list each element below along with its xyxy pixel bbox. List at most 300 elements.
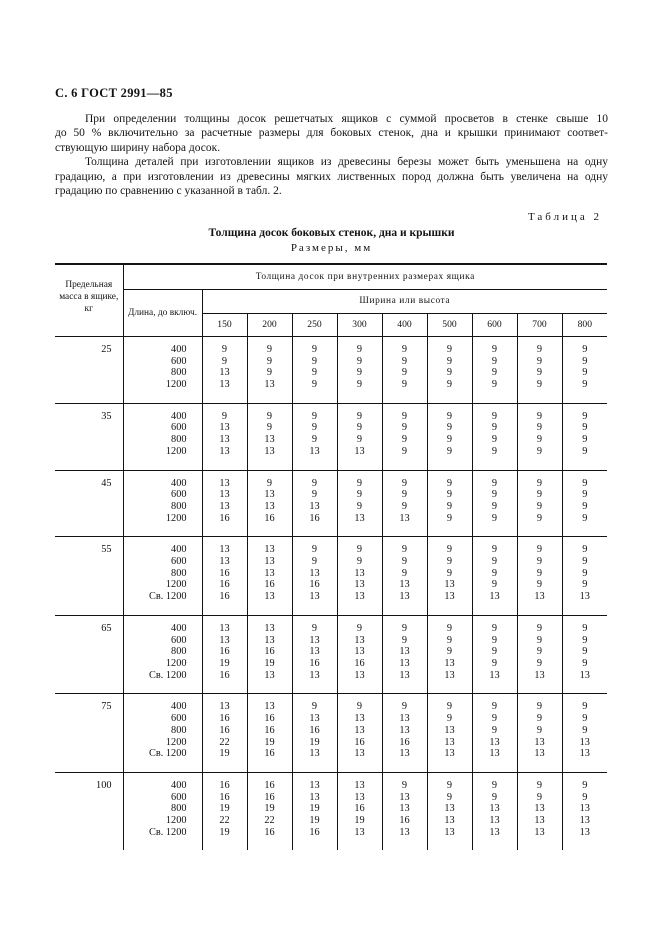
- thickness-value: 16: [219, 591, 230, 603]
- thickness-values: [247, 615, 292, 694]
- thickness-value: 13: [399, 713, 410, 725]
- thickness-value: 13: [399, 724, 410, 736]
- length-value: 1200: [165, 658, 187, 669]
- thickness-value: 16: [219, 646, 230, 658]
- thickness-value: 19: [264, 658, 275, 669]
- thickness-value: 9: [446, 779, 453, 791]
- thickness-value: 9: [582, 544, 588, 556]
- thickness-value: 9: [446, 567, 453, 579]
- thickness-value: 13: [309, 779, 320, 791]
- thickness-value: 13: [399, 669, 410, 681]
- length-value: 600: [171, 422, 187, 434]
- thickness-value: 13: [534, 826, 545, 838]
- thickness-value: 13: [399, 748, 410, 760]
- thickness-values: [292, 537, 337, 616]
- thickness-value: 9: [311, 343, 318, 355]
- thickness-values: [337, 694, 382, 773]
- thickness-value: 9: [582, 556, 588, 568]
- size-column-header: 600: [472, 313, 517, 336]
- size-column-header: 150: [202, 313, 247, 336]
- thickness-value: 13: [219, 701, 230, 713]
- length-value: Св. 1200: [149, 669, 187, 681]
- thickness-value: 9: [356, 367, 363, 379]
- thickness-value: 13: [489, 591, 500, 603]
- paragraph-line: Толщина деталей при изготовлении ящиков из древесины березы может быть уменьшена на одну: [85, 156, 608, 169]
- thickness-value: 9: [266, 367, 273, 379]
- mass-group-row: [55, 694, 607, 773]
- thickness-value: 13: [354, 826, 365, 838]
- thickness-value: 9: [491, 343, 498, 355]
- thickness-value: 9: [582, 622, 588, 634]
- thickness-value: 9: [536, 355, 543, 367]
- thickness-value: 13: [444, 658, 455, 669]
- thickness-value: 9: [401, 367, 408, 379]
- thickness-value: 9: [401, 410, 408, 422]
- thickness-values: [472, 537, 517, 616]
- thickness-value: 9: [356, 379, 363, 391]
- thickness-value: 9: [401, 634, 408, 646]
- thickness-value: 9: [491, 567, 498, 579]
- thickness-value: 9: [536, 779, 543, 791]
- thickness-value: 13: [399, 658, 410, 669]
- mass-group-row: [55, 336, 607, 403]
- thickness-values: [202, 403, 247, 470]
- body-text: [55, 112, 608, 198]
- table-body: [55, 336, 607, 850]
- thickness-value: 9: [491, 489, 498, 501]
- paragraph-line: ствующую ширину набора досок.: [55, 141, 221, 154]
- thickness-values: [202, 336, 247, 403]
- thickness-value: 9: [266, 343, 273, 355]
- thickness-values: [472, 615, 517, 694]
- thickness-value: 13: [354, 512, 365, 524]
- thickness-values: [427, 772, 472, 850]
- thickness-value: 22: [264, 815, 275, 827]
- thickness-value: 9: [536, 713, 543, 725]
- thickness-values: [517, 336, 562, 403]
- thickness-values: [202, 615, 247, 694]
- thickness-value: 9: [311, 701, 318, 713]
- length-value: 800: [171, 803, 187, 815]
- thickness-value: 13: [489, 669, 500, 681]
- length-value: 400: [171, 343, 187, 355]
- thickness-value: 13: [444, 724, 455, 736]
- thickness-value: 16: [264, 512, 275, 524]
- thickness-value: 16: [264, 779, 275, 791]
- thickness-value: 9: [266, 355, 273, 367]
- mass-group-row: [55, 772, 607, 850]
- thickness-value: 13: [399, 512, 410, 524]
- thickness-value: 9: [491, 634, 498, 646]
- thickness-value: 19: [264, 803, 275, 815]
- thickness-value: 13: [309, 634, 320, 646]
- length-value: 1200: [165, 379, 187, 391]
- thickness-value: 9: [582, 410, 588, 422]
- thickness-value: 9: [536, 634, 543, 646]
- length-value: 1200: [165, 736, 187, 748]
- thickness-value: 13: [309, 748, 320, 760]
- thickness-value: 13: [264, 634, 275, 646]
- thickness-value: 13: [579, 736, 590, 748]
- thickness-value: 16: [309, 579, 320, 591]
- thickness-value: 9: [536, 646, 543, 658]
- thickness-value: 9: [582, 355, 588, 367]
- thickness-value: 9: [582, 512, 588, 524]
- length-value: 1200: [165, 815, 187, 827]
- length-values: [123, 470, 202, 537]
- table-title: Толщина досок боковых стенок, дна и крышки: [208, 227, 455, 240]
- mass-group-row: [55, 403, 607, 470]
- thickness-values: [337, 336, 382, 403]
- thickness-value: 13: [579, 815, 590, 827]
- thickness-values: [292, 336, 337, 403]
- thickness-value: 16: [264, 713, 275, 725]
- thickness-value: 9: [356, 477, 363, 489]
- thickness-values: [427, 336, 472, 403]
- thickness-value: 16: [219, 713, 230, 725]
- thickness-value: 13: [489, 826, 500, 838]
- thickness-values: [202, 470, 247, 537]
- thickness-value: 9: [582, 379, 588, 391]
- thickness-value: 9: [356, 355, 363, 367]
- thickness-value: 9: [356, 544, 363, 556]
- thickness-value: 9: [582, 579, 588, 591]
- thickness-value: 9: [536, 567, 543, 579]
- thickness-value: 9: [582, 634, 588, 646]
- thickness-value: 9: [536, 658, 543, 669]
- thickness-values: [247, 336, 292, 403]
- table-units-label: Размеры, мм: [290, 242, 373, 255]
- thickness-value: 9: [401, 445, 408, 457]
- thickness-values: [247, 403, 292, 470]
- thickness-value: 9: [446, 367, 453, 379]
- thickness-values: [382, 470, 427, 537]
- thickness-value: 9: [401, 489, 408, 501]
- thickness-value: 13: [219, 489, 230, 501]
- thickness-values: [517, 403, 562, 470]
- thickness-value: 9: [401, 477, 408, 489]
- thickness-values: [562, 772, 607, 850]
- thickness-value: 13: [219, 367, 230, 379]
- length-value: 600: [171, 713, 187, 725]
- thickness-value: 9: [446, 544, 453, 556]
- thickness-values: [337, 615, 382, 694]
- thickness-values: [202, 694, 247, 773]
- thickness-value: 16: [219, 791, 230, 803]
- thickness-value: 13: [399, 646, 410, 658]
- size-column-header: 300: [337, 313, 382, 336]
- thickness-value: 13: [264, 556, 275, 568]
- mass-group-row: [55, 615, 607, 694]
- thickness-table: [55, 263, 607, 850]
- thickness-value: 9: [536, 367, 543, 379]
- thickness-values: [337, 403, 382, 470]
- length-value: 1200: [165, 445, 187, 457]
- length-value: 800: [171, 367, 187, 379]
- length-value: 1200: [165, 579, 187, 591]
- thickness-value: 9: [491, 355, 498, 367]
- thickness-value: 13: [264, 379, 275, 391]
- thickness-value: 9: [401, 556, 408, 568]
- thickness-value: 9: [446, 434, 453, 446]
- page-header: С. 6 ГОСТ 2991—85: [55, 86, 173, 100]
- thickness-value: 9: [536, 622, 543, 634]
- paragraph-line: При определении толщины досок решетчатых ящиков с суммой просветов в стенке свыше 10: [85, 113, 608, 125]
- thickness-value: 13: [264, 591, 275, 603]
- thickness-value: 9: [582, 567, 588, 579]
- thickness-value: 13: [579, 826, 590, 838]
- thickness-value: 9: [446, 500, 453, 512]
- thickness-value: 9: [582, 500, 588, 512]
- length-column-header: Длина, до включ.: [123, 289, 202, 336]
- thickness-value: 9: [311, 434, 318, 446]
- thickness-value: 9: [491, 658, 498, 669]
- length-value: 800: [171, 646, 187, 658]
- thickness-value: 13: [219, 556, 230, 568]
- thickness-value: 9: [491, 579, 498, 591]
- thickness-value: 13: [399, 803, 410, 815]
- length-value: 800: [171, 567, 187, 579]
- mass-value: 100: [55, 772, 123, 850]
- thickness-value: 9: [491, 646, 498, 658]
- thickness-values: [382, 772, 427, 850]
- thickness-value: 9: [536, 343, 543, 355]
- thickness-value: 13: [399, 791, 410, 803]
- thickness-value: 9: [491, 500, 498, 512]
- thickness-value: 13: [219, 634, 230, 646]
- header-row-2: [55, 289, 607, 313]
- thickness-value: 13: [444, 669, 455, 681]
- length-values: [123, 403, 202, 470]
- thickness-values: [562, 403, 607, 470]
- thickness-value: 9: [311, 489, 318, 501]
- thickness-values: [382, 403, 427, 470]
- size-column-header: 700: [517, 313, 562, 336]
- thickness-values: [472, 694, 517, 773]
- thickness-value: 9: [401, 544, 408, 556]
- thickness-value: 13: [264, 544, 275, 556]
- thickness-value: 13: [219, 500, 230, 512]
- thickness-value: 13: [534, 736, 545, 748]
- thickness-value: 13: [354, 669, 365, 681]
- thickness-value: 16: [219, 567, 230, 579]
- length-values: [123, 537, 202, 616]
- thickness-value: 9: [491, 410, 498, 422]
- header-row-1: [55, 264, 607, 289]
- thickness-value: 9: [536, 477, 543, 489]
- thickness-value: 9: [266, 422, 273, 434]
- thickness-value: 13: [399, 579, 410, 591]
- length-value: 400: [171, 622, 187, 634]
- thickness-value: 13: [309, 646, 320, 658]
- thickness-value: 9: [356, 622, 363, 634]
- thickness-value: 13: [219, 622, 230, 634]
- thickness-value: 13: [354, 791, 365, 803]
- thickness-values: [427, 615, 472, 694]
- length-value: 800: [171, 724, 187, 736]
- length-value: Св. 1200: [149, 748, 187, 760]
- thickness-value: 9: [311, 422, 318, 434]
- thickness-value: 9: [536, 445, 543, 457]
- thickness-value: 13: [354, 579, 365, 591]
- thickness-value: 9: [446, 713, 453, 725]
- thickness-value: 13: [579, 669, 590, 681]
- thickness-value: 13: [309, 713, 320, 725]
- thickness-value: 16: [399, 736, 410, 748]
- thickness-values: [562, 470, 607, 537]
- thickness-value: 16: [264, 748, 275, 760]
- thickness-value: 9: [582, 701, 588, 713]
- thickness-value: 9: [446, 622, 453, 634]
- thickness-value: 9: [446, 343, 453, 355]
- thickness-value: 19: [309, 803, 320, 815]
- thickness-value: 16: [219, 669, 230, 681]
- thickness-values: [337, 537, 382, 616]
- thickness-value: 9: [582, 477, 588, 489]
- thickness-value: 9: [446, 556, 453, 568]
- thickness-value: 9: [491, 367, 498, 379]
- thickness-values: [382, 694, 427, 773]
- paragraph-line: градацию по сравнению с указанной в табл. 2.: [55, 185, 282, 198]
- mass-value: 45: [55, 470, 123, 537]
- thickness-values: [517, 470, 562, 537]
- thickness-values: [202, 537, 247, 616]
- thickness-value: 9: [356, 422, 363, 434]
- thickness-values: [382, 336, 427, 403]
- thickness-value: 9: [491, 622, 498, 634]
- thickness-value: 9: [401, 343, 408, 355]
- thickness-values: [337, 772, 382, 850]
- size-column-header: 200: [247, 313, 292, 336]
- thickness-value: 9: [401, 422, 408, 434]
- thickness-value: 19: [354, 815, 365, 827]
- width-height-header: Ширина или высота: [202, 289, 607, 313]
- thickness-value: 9: [356, 489, 363, 501]
- thickness-value: 9: [311, 410, 318, 422]
- thickness-value: 13: [264, 622, 275, 634]
- thickness-values: [517, 772, 562, 850]
- length-value: 400: [171, 779, 187, 791]
- span-column-header: Толщина досок при внутренних размерах ящика: [123, 264, 607, 289]
- thickness-value: 9: [582, 343, 588, 355]
- length-value: 600: [171, 489, 187, 501]
- thickness-value: 9: [582, 658, 588, 669]
- thickness-value: 16: [219, 724, 230, 736]
- thickness-value: 9: [446, 489, 453, 501]
- thickness-values: [517, 615, 562, 694]
- thickness-value: 9: [401, 567, 408, 579]
- thickness-value: 9: [536, 410, 543, 422]
- thickness-values: [292, 694, 337, 773]
- thickness-value: 13: [534, 669, 545, 681]
- thickness-value: 9: [311, 544, 318, 556]
- thickness-value: 9: [311, 355, 318, 367]
- thickness-value: 13: [579, 803, 590, 815]
- thickness-value: 19: [219, 658, 230, 669]
- thickness-value: 13: [309, 445, 320, 457]
- thickness-value: 13: [264, 434, 275, 446]
- thickness-value: 13: [354, 748, 365, 760]
- thickness-value: 9: [266, 410, 273, 422]
- thickness-value: 13: [399, 826, 410, 838]
- thickness-value: 13: [534, 748, 545, 760]
- mass-group-row: [55, 470, 607, 537]
- thickness-value: 13: [309, 591, 320, 603]
- thickness-value: 9: [491, 791, 498, 803]
- thickness-values: [562, 694, 607, 773]
- thickness-value: 16: [309, 658, 320, 669]
- size-column-header: 250: [292, 313, 337, 336]
- thickness-value: 13: [354, 713, 365, 725]
- paragraph-line: до 50 % включительно за расчетные размеры для боковых стенок, дна и крышки принимают соответ-: [55, 127, 608, 140]
- thickness-value: 13: [444, 591, 455, 603]
- thickness-values: [472, 403, 517, 470]
- thickness-value: 9: [356, 701, 363, 713]
- thickness-value: 9: [536, 379, 543, 391]
- thickness-value: 13: [444, 579, 455, 591]
- thickness-value: 9: [221, 410, 228, 422]
- thickness-value: 9: [401, 701, 408, 713]
- thickness-value: 22: [219, 736, 230, 748]
- thickness-value: 9: [491, 512, 498, 524]
- thickness-value: 19: [309, 815, 320, 827]
- thickness-value: 13: [264, 669, 275, 681]
- thickness-value: 13: [354, 779, 365, 791]
- thickness-value: 19: [309, 736, 320, 748]
- thickness-value: 9: [582, 724, 588, 736]
- length-value: 800: [171, 500, 187, 512]
- thickness-value: 9: [446, 634, 453, 646]
- table-head: [55, 264, 607, 336]
- thickness-value: 13: [354, 634, 365, 646]
- thickness-value: 16: [264, 826, 275, 838]
- thickness-value: 13: [489, 815, 500, 827]
- thickness-value: 9: [536, 701, 543, 713]
- thickness-value: 9: [446, 355, 453, 367]
- thickness-value: 9: [536, 434, 543, 446]
- thickness-values: [292, 403, 337, 470]
- thickness-value: 13: [579, 591, 590, 603]
- thickness-value: 9: [491, 724, 498, 736]
- size-column-header: 500: [427, 313, 472, 336]
- mass-value: 35: [55, 403, 123, 470]
- thickness-values: [562, 615, 607, 694]
- length-values: [123, 336, 202, 403]
- thickness-value: 13: [534, 591, 545, 603]
- thickness-values: [472, 336, 517, 403]
- thickness-value: 16: [264, 791, 275, 803]
- thickness-value: 19: [219, 826, 230, 838]
- thickness-value: 13: [264, 445, 275, 457]
- thickness-values: [427, 537, 472, 616]
- thickness-values: [472, 470, 517, 537]
- thickness-value: 16: [354, 736, 365, 748]
- thickness-values: [562, 537, 607, 616]
- length-value: 600: [171, 791, 187, 803]
- thickness-value: 16: [219, 779, 230, 791]
- thickness-value: 9: [356, 434, 363, 446]
- size-column-header: 800: [562, 313, 607, 336]
- thickness-value: 9: [582, 445, 588, 457]
- thickness-value: 13: [219, 434, 230, 446]
- thickness-value: 9: [536, 512, 543, 524]
- thickness-value: 13: [444, 815, 455, 827]
- thickness-value: 13: [219, 544, 230, 556]
- thickness-values: [427, 403, 472, 470]
- thickness-value: 13: [309, 791, 320, 803]
- thickness-value: 16: [264, 724, 275, 736]
- thickness-value: 16: [219, 512, 230, 524]
